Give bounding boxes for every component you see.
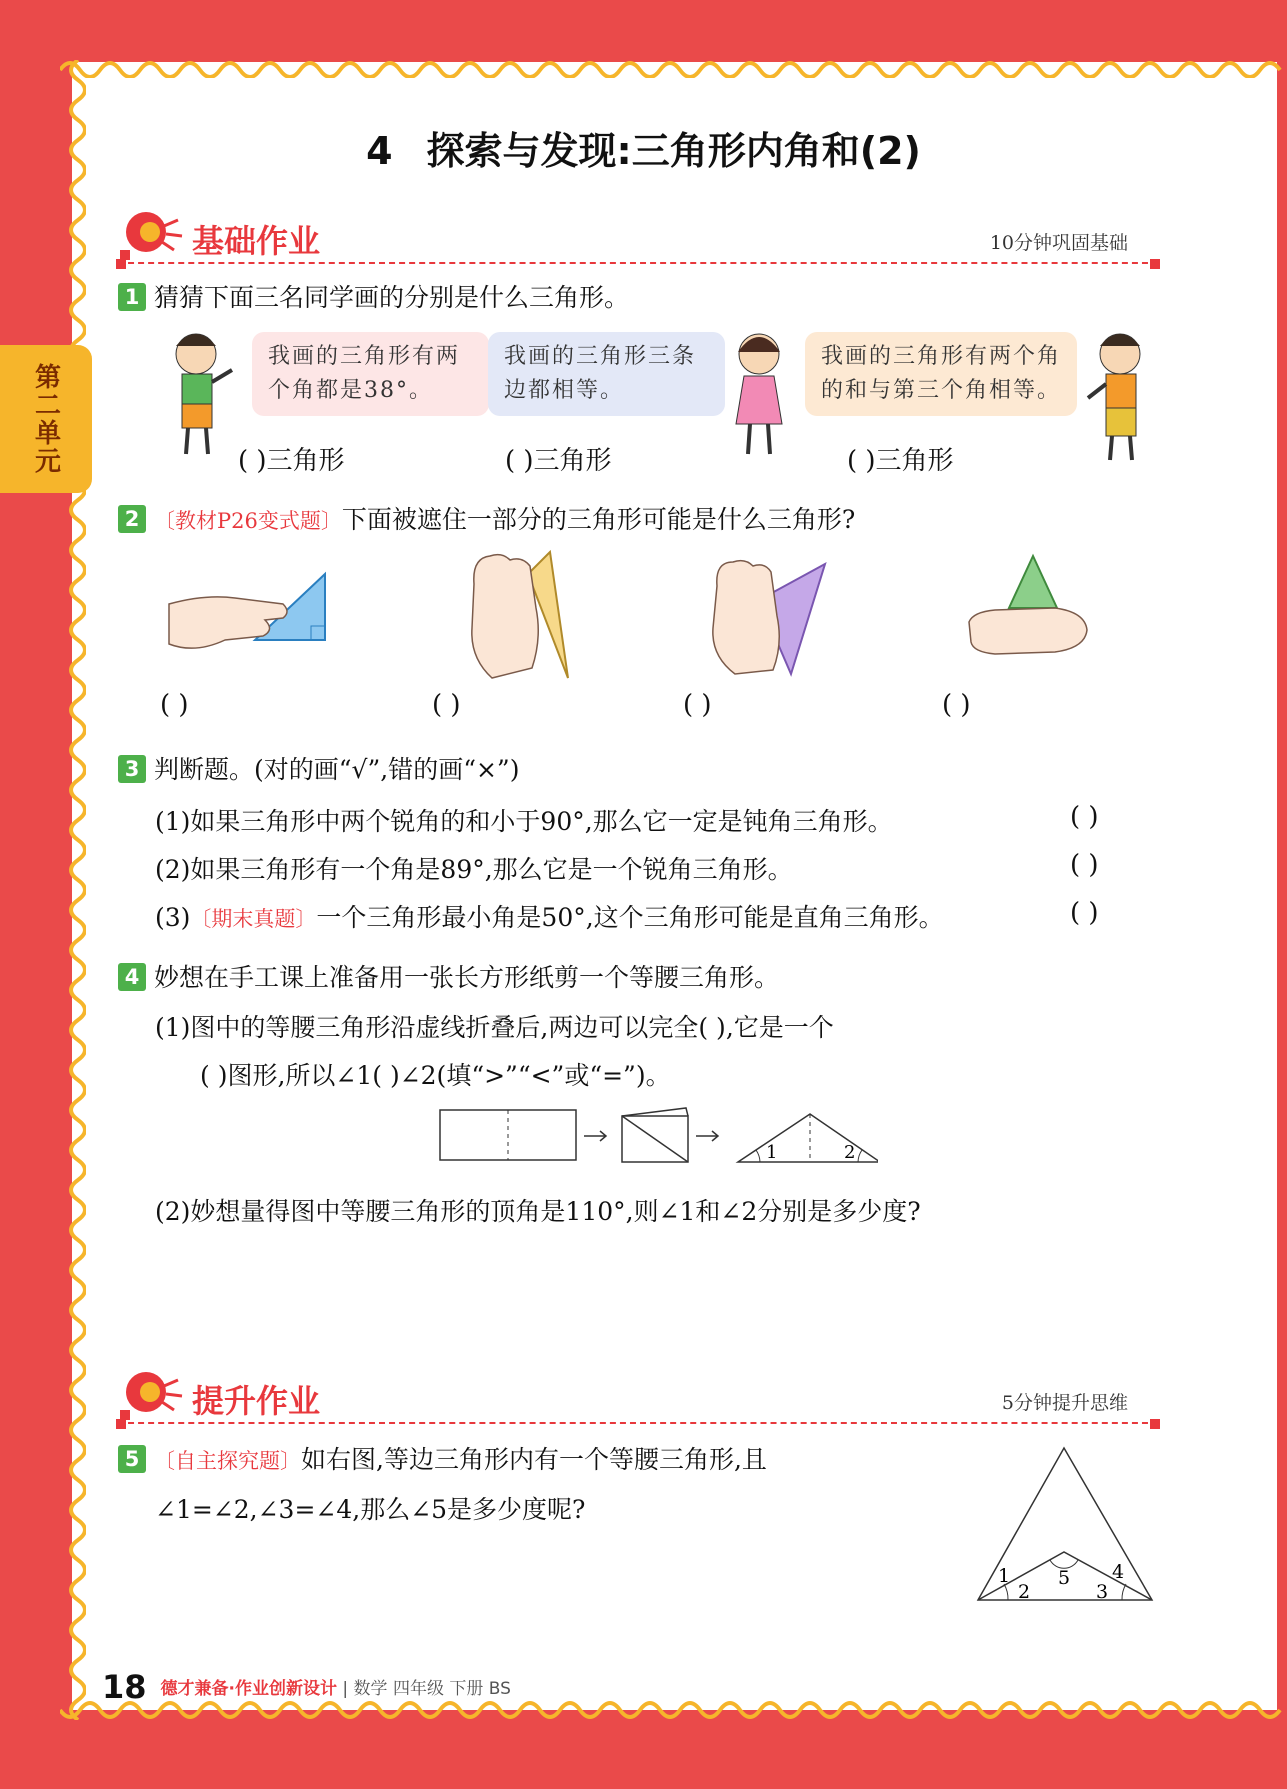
unit-tab-label: 第二单元 [30, 363, 61, 475]
question-text: 猜猜下面三名同学画的分别是什么三角形。 [154, 283, 630, 312]
section-label-basic: 基础作业 [192, 222, 321, 260]
hidden-yellow-triangle-figure [462, 548, 592, 683]
judge-blank-3[interactable]: ( ) [1070, 898, 1099, 928]
section-note-advanced: 5分钟提升思维 [1001, 1392, 1128, 1414]
question-5 [118, 1440, 767, 1476]
question-2 [118, 500, 855, 536]
item-text: 如果三角形中两个锐角的和小于90°,那么它一定是钝角三角形。 [190, 807, 893, 836]
page-title [0, 120, 1287, 175]
angle-label-1: 1 [998, 1565, 1011, 1587]
question-number: 3 [118, 755, 146, 783]
section-header-advanced [118, 1372, 1158, 1424]
item-text: 一个三角形最小角是50°,这个三角形可能是直角三角形。 [316, 903, 944, 932]
hidden-purple-triangle-figure [705, 556, 835, 681]
angle-label-4: 4 [1112, 1561, 1125, 1583]
question-text-line1: 如右图,等边三角形内有一个等腰三角形,且 [301, 1445, 767, 1474]
question-text: 判断题。(对的画“√”,错的画“×”) [154, 755, 520, 784]
answer-blank-1[interactable]: ( )三角形 [238, 446, 345, 476]
question-number: 5 [118, 1445, 146, 1473]
angle-label-2: 2 [844, 1142, 856, 1163]
speech-bubble-3: 我画的三角形有两个角的和与第三个角相等。 [805, 332, 1077, 416]
judge-item-1 [155, 802, 893, 838]
question-1 [118, 278, 629, 314]
item-text: 如果三角形有一个角是89°,那么它是一个锐角三角形。 [190, 855, 793, 884]
footer-brand: 德才兼备·作业创新设计 [160, 1679, 337, 1699]
answer-blank-3[interactable]: ( )三角形 [847, 446, 954, 476]
q4-sub2: (2)妙想量得图中等腰三角形的顶角是110°,则∠1和∠2分别是多少度? [155, 1197, 921, 1226]
hidden-right-triangle-figure [165, 560, 345, 670]
item-prefix: (2) [155, 855, 191, 884]
page-footer [102, 1668, 511, 1706]
answer-blank-fig4[interactable]: ( ) [942, 690, 971, 720]
folded-flap [622, 1108, 688, 1116]
answer-blank-fig2[interactable]: ( ) [432, 690, 461, 720]
judge-blank-1[interactable]: ( ) [1070, 802, 1099, 832]
judge-item-3 [155, 898, 944, 934]
question-text-line2: ∠1=∠2,∠3=∠4,那么∠5是多少度呢? [155, 1495, 586, 1524]
dashed-divider [118, 262, 1158, 264]
dashed-divider [118, 1422, 1158, 1424]
lesson-title: 探索与发现:三角形内角和(2) [426, 129, 921, 173]
section-label-advanced: 提升作业 [192, 1382, 321, 1420]
answer-blank-2[interactable]: ( )三角形 [505, 446, 612, 476]
speech-bubble-2: 我画的三角形三条边都相等。 [488, 332, 725, 416]
answer-blank-fig1[interactable]: ( ) [160, 690, 189, 720]
question-tag: 〔自主探究题〕 [154, 1449, 301, 1473]
angle-label-1: 1 [766, 1142, 778, 1163]
boy-character-2-icon [1080, 326, 1160, 466]
item-prefix: (3) [155, 903, 191, 932]
boy-character-icon [160, 326, 240, 466]
arrow-right-icon [696, 1131, 718, 1141]
lesson-number: 4 [366, 129, 393, 173]
triangle-angle-figure [972, 1444, 1160, 1604]
section-note-basic: 10分钟巩固基础 [989, 232, 1128, 254]
trumpet-icon [120, 1366, 186, 1424]
question-text: 妙想在手工课上准备用一张长方形纸剪一个等腰三角形。 [154, 963, 780, 992]
divider-end-left [116, 1419, 126, 1429]
angle-label-3: 3 [1096, 1581, 1109, 1603]
trumpet-icon [120, 206, 186, 264]
question-number: 2 [118, 505, 146, 533]
question-tag: 〔教材P26变式题〕 [154, 509, 342, 533]
divider-end-right [1150, 1419, 1160, 1429]
judge-item-2 [155, 850, 793, 886]
angle-label-2: 2 [1018, 1581, 1031, 1603]
q4-sub1-line1: (1)图中的等腰三角形沿虚线折叠后,两边可以完全( ),它是一个 [155, 1013, 834, 1042]
question-3 [118, 750, 519, 786]
angle-label-5: 5 [1058, 1567, 1071, 1589]
footer-info: | 数学 四年级 下册 BS [342, 1679, 511, 1699]
divider-end-right [1150, 259, 1160, 269]
section-header-basic [118, 212, 1158, 264]
unit-tab [0, 345, 92, 493]
item-tag: 〔期末真题〕 [190, 907, 317, 931]
girl-character-icon [724, 326, 794, 466]
answer-blank-fig3[interactable]: ( ) [683, 690, 712, 720]
judge-blank-2[interactable]: ( ) [1070, 850, 1099, 880]
fold-process-figure [438, 1106, 878, 1166]
q4-sub1-line2: ( )图形,所以∠1( )∠2(填“>”“<”或“=”)。 [200, 1061, 671, 1090]
question-4 [118, 958, 779, 994]
item-prefix: (1) [155, 807, 191, 836]
speech-bubble-1: 我画的三角形有两个角都是38°。 [252, 332, 489, 416]
page-number: 18 [102, 1668, 147, 1706]
arrow-right-icon [584, 1131, 606, 1141]
hidden-green-triangle-figure [965, 552, 1095, 672]
question-number: 4 [118, 963, 146, 991]
question-number: 1 [118, 283, 146, 311]
question-text: 下面被遮住一部分的三角形可能是什么三角形? [341, 505, 856, 534]
divider-end-left [116, 259, 126, 269]
